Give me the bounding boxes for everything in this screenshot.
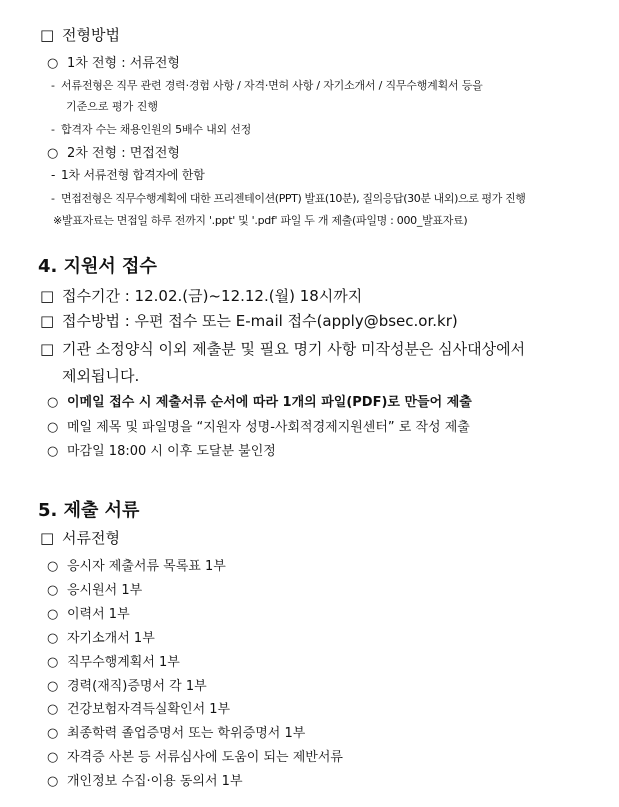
dash-bullet-icon: - bbox=[51, 192, 55, 205]
selection-method-heading bbox=[40, 24, 120, 45]
round2-detail-text: 면접전형은 직무수행계획에 대한 프리젠테이션(PPT) 발표(10분), 질의응답(30분 내외)으로 평가 진행 bbox=[61, 192, 526, 205]
email-rule bbox=[47, 391, 472, 410]
section4-title bbox=[38, 252, 157, 278]
round1-pass-count bbox=[51, 121, 251, 137]
circle-bullet-icon: ○ bbox=[47, 395, 59, 410]
section5-title bbox=[38, 496, 139, 522]
round2-target-text: 1차 서류전형 합격자에 한함 bbox=[61, 168, 205, 182]
application-period-text: 접수기간 : 12.02.(금)~12.12.(월) 18시까지 bbox=[62, 287, 363, 305]
circle-bullet-icon: ○ bbox=[47, 583, 59, 598]
round2-text: 2차 전형 : 면접전형 bbox=[67, 146, 180, 161]
circle-bullet-icon: ○ bbox=[47, 559, 59, 574]
list-item-text: 경력(재직)증명서 각 1부 bbox=[67, 679, 207, 694]
square-bullet-icon: □ bbox=[40, 340, 55, 358]
list-item bbox=[47, 698, 230, 717]
list-item bbox=[47, 746, 343, 765]
exclusion-notice-text: 기관 소정양식 이외 제출분 및 필요 명기 사항 미작성분은 심사대상에서 bbox=[62, 340, 526, 358]
application-period bbox=[40, 285, 362, 306]
list-item bbox=[47, 627, 155, 646]
list-item bbox=[47, 555, 226, 574]
list-item bbox=[47, 579, 142, 598]
square-bullet-icon: □ bbox=[40, 529, 55, 547]
exclusion-notice-continuation bbox=[62, 365, 139, 386]
round1-detail-continuation bbox=[66, 98, 158, 114]
naming-rule-text: 메일 제목 및 파일명을 “지원자 성명-사회적경제지원센터” 로 작성 제출 bbox=[67, 420, 470, 435]
circle-bullet-icon: ○ bbox=[47, 679, 59, 694]
presentation-note bbox=[53, 212, 467, 228]
round2-target bbox=[51, 166, 205, 183]
circle-bullet-icon: ○ bbox=[47, 420, 59, 435]
list-item-text: 자격증 사본 등 서류심사에 도움이 되는 제반서류 bbox=[67, 750, 343, 765]
list-item-text: 응시자 제출서류 목록표 1부 bbox=[67, 559, 226, 574]
section5-title-text: 5. 제출 서류 bbox=[38, 500, 140, 521]
list-item-text: 최종학력 졸업증명서 또는 학위증명서 1부 bbox=[67, 726, 306, 741]
round1-detail bbox=[51, 77, 483, 93]
circle-bullet-icon: ○ bbox=[47, 444, 59, 459]
round1-detail-text: 서류전형은 직무 관련 경력·경험 사항 / 자격·면허 사항 / 자기소개서 / 직무수행계획서 등을 bbox=[61, 79, 483, 92]
selection-method-heading-text: 전형방법 bbox=[62, 26, 120, 44]
list-item-text: 개인정보 수집·이용 동의서 1부 bbox=[67, 774, 243, 789]
circle-bullet-icon: ○ bbox=[47, 726, 59, 741]
list-item-text: 이력서 1부 bbox=[67, 607, 130, 622]
circle-bullet-icon: ○ bbox=[47, 702, 59, 717]
round2-detail bbox=[51, 190, 526, 206]
list-item bbox=[47, 651, 180, 670]
circle-bullet-icon: ○ bbox=[47, 631, 59, 646]
circle-bullet-icon: ○ bbox=[47, 655, 59, 670]
list-item bbox=[47, 770, 243, 789]
list-item-text: 응시원서 1부 bbox=[67, 583, 143, 598]
document-screening-heading-text: 서류전형 bbox=[62, 529, 120, 547]
presentation-note-text: ※발표자료는 면접일 하루 전까지 '.ppt' 및 '.pdf' 파일 두 개 제출(파일명 : 000_발표자료) bbox=[53, 214, 468, 227]
circle-bullet-icon: ○ bbox=[47, 146, 59, 161]
email-rule-text: 이메일 접수 시 제출서류 순서에 따라 1개의 파일(PDF)로 만들어 제출 bbox=[67, 395, 472, 410]
list-item bbox=[47, 603, 130, 622]
circle-bullet-icon: ○ bbox=[47, 56, 59, 71]
list-item-text: 자기소개서 1부 bbox=[67, 631, 155, 646]
naming-rule bbox=[47, 416, 470, 435]
list-item bbox=[47, 675, 207, 694]
application-method-text: 접수방법 : 우편 접수 또는 E-mail 접수(apply@bsec.or.kr) bbox=[62, 312, 458, 330]
application-method bbox=[40, 310, 458, 331]
circle-bullet-icon: ○ bbox=[47, 774, 59, 789]
list-item-text: 건강보험자격득실확인서 1부 bbox=[67, 702, 231, 717]
exclusion-notice bbox=[40, 338, 525, 359]
square-bullet-icon: □ bbox=[40, 26, 55, 44]
dash-bullet-icon: - bbox=[51, 168, 56, 182]
dash-bullet-icon: - bbox=[51, 79, 55, 92]
deadline-rule-text: 마감일 18:00 시 이후 도달분 불인정 bbox=[67, 444, 276, 459]
circle-bullet-icon: ○ bbox=[47, 750, 59, 765]
exclusion-notice-continuation-text: 제외됩니다. bbox=[62, 367, 140, 385]
round2-item bbox=[47, 142, 180, 161]
round1-item bbox=[47, 52, 180, 71]
square-bullet-icon: □ bbox=[40, 287, 55, 305]
dash-bullet-icon: - bbox=[51, 123, 55, 136]
list-item-text: 직무수행계획서 1부 bbox=[67, 655, 180, 670]
deadline-rule bbox=[47, 440, 276, 459]
round1-text: 1차 전형 : 서류전형 bbox=[67, 56, 180, 71]
document-screening-heading bbox=[40, 527, 120, 548]
round1-pass-text: 합격자 수는 채용인원의 5배수 내외 선정 bbox=[61, 123, 252, 136]
section4-title-text: 4. 지원서 접수 bbox=[38, 256, 157, 277]
circle-bullet-icon: ○ bbox=[47, 607, 59, 622]
list-item bbox=[47, 722, 305, 741]
square-bullet-icon: □ bbox=[40, 312, 55, 330]
round1-detail-continuation-text: 기준으로 평가 진행 bbox=[66, 100, 159, 113]
